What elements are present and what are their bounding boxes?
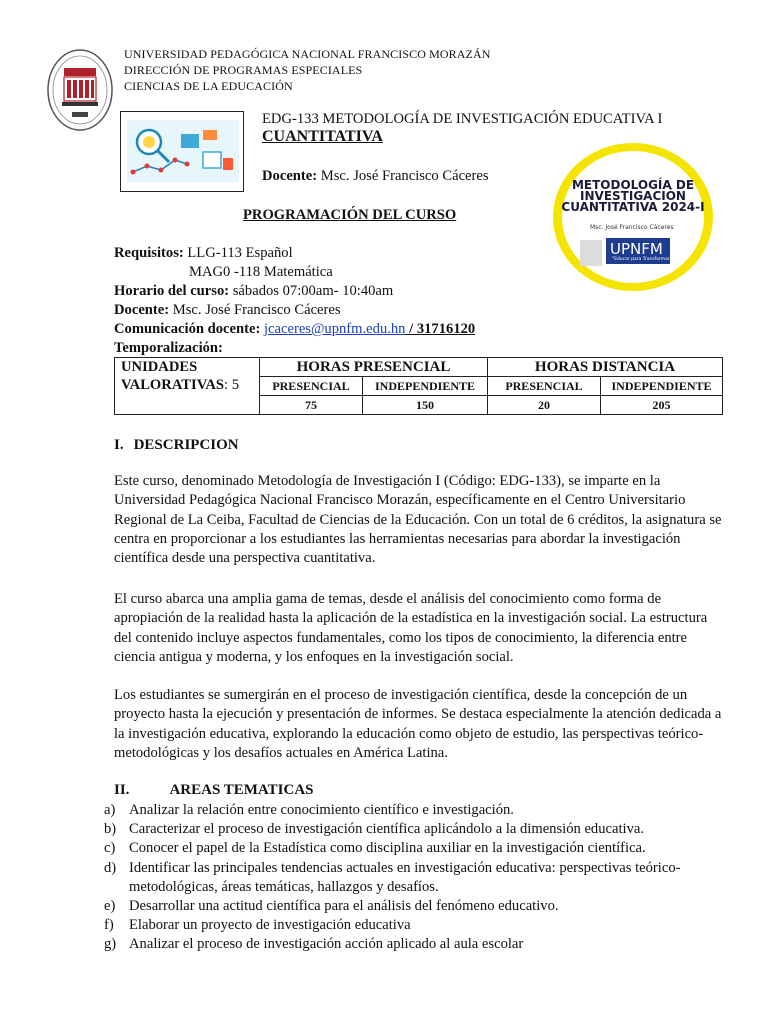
badge-line1: METODOLOGÍA DE bbox=[571, 178, 695, 192]
list-marker: f) bbox=[104, 917, 114, 934]
badge-teacher: Msc. José Francisco Cáceres bbox=[590, 224, 674, 231]
list-marker: b) bbox=[104, 821, 117, 838]
list-item bbox=[104, 935, 724, 954]
list-item bbox=[104, 820, 724, 839]
presencial-header: HORAS PRESENCIAL bbox=[260, 358, 488, 377]
units-value: : 5 bbox=[224, 377, 240, 393]
sub-header-2: INDEPENDIENTE bbox=[363, 377, 488, 396]
requisitos-label: Requisitos: bbox=[114, 245, 184, 261]
distancia-header: HORAS DISTANCIA bbox=[488, 358, 723, 377]
badge-line2: INVESTIGACIÓN bbox=[580, 189, 686, 203]
docente-line bbox=[114, 301, 341, 319]
units-cell bbox=[115, 358, 260, 415]
course-subtitle: CUANTITATIVA bbox=[262, 128, 383, 145]
horario bbox=[114, 282, 393, 300]
requisito-1: LLG-113 Español bbox=[183, 245, 293, 261]
docente-line-label: Docente: bbox=[114, 302, 170, 318]
description-paragraph-2: El curso abarca una amplia gama de temas, desde el análisis del conocimiento como forma de apropiación de la realidad hasta la aplicación de la estadística en la investigación social. La estructura del contenido incluye aspectos fundamentales, como los tipos de conocimiento, la diferencia entre ciencia antigua y moderna, y los enfoques en la investigación social. bbox=[114, 591, 708, 665]
list-item bbox=[104, 859, 724, 897]
course-code-title: EDG-133 METODOLOGÍA DE INVESTIGACIÓN EDUCATIVA I bbox=[262, 111, 663, 127]
horario-value: sábados 07:00am- 10:40am bbox=[229, 283, 394, 299]
list-item-text: Identificar las principales tendencias actuales en investigación educativa: perspectivas teórico-metodológicas, áreas temáticas, hallazgos y desafíos. bbox=[129, 859, 681, 895]
list-item-text: Elaborar un proyecto de investigación educativa bbox=[129, 917, 411, 934]
badge-line3: CUANTITATIVA 2024-I bbox=[561, 200, 705, 214]
sub-header-1: PRESENCIAL bbox=[260, 377, 363, 396]
description-paragraph-1: Este curso, denominado Metodología de Investigación I (Código: EDG-133), se imparte en la Universidad Pedagógica Nacional Francisco Morazán, específicamente en el Centro Universitario Regional de La Ceiba, Facultad de Ciencias de la Educación. Con un total de 6 créditos, la asignatura se centra en proporcionar a los estudiantes las herramientas necesarias para abordar la investigación científica desde una perspectiva cuantitativa. bbox=[114, 473, 722, 567]
units-label: UNIDADES bbox=[121, 359, 198, 375]
requisito-2: MAG0 -118 Matemática bbox=[189, 264, 333, 280]
section1-title: DESCRIPCION bbox=[133, 437, 239, 453]
course-docente bbox=[262, 167, 489, 185]
section2-title: AREAS TEMATICAS bbox=[169, 782, 314, 798]
docente-label: Docente: bbox=[262, 168, 318, 184]
hours-table bbox=[114, 357, 723, 415]
section1-heading bbox=[114, 436, 239, 454]
course-badge bbox=[550, 140, 716, 295]
horario-label: Horario del curso: bbox=[114, 283, 230, 299]
list-item-text: Desarrollar una actitud científica para el análisis del fenómeno educativo. bbox=[129, 898, 559, 915]
section2-number: II. bbox=[114, 782, 130, 798]
list-item bbox=[104, 839, 724, 858]
phone-number: / 31716120 bbox=[405, 321, 476, 337]
docente-name: Msc. José Francisco Cáceres bbox=[317, 168, 489, 184]
hours-value-2: 150 bbox=[363, 396, 488, 415]
list-item-text: Analizar el proceso de investigación acción aplicado al aula escolar bbox=[129, 936, 524, 953]
hours-value-3: 20 bbox=[488, 396, 601, 415]
units-label-2: VALORATIVAS bbox=[121, 377, 225, 393]
temporalizacion-label: Temporalización: bbox=[114, 340, 223, 356]
list-marker: a) bbox=[104, 802, 116, 818]
direction-name: DIRECCIÓN DE PROGRAMAS ESPECIALES bbox=[124, 63, 363, 77]
badge-slogan: "Educar para Transformar" bbox=[612, 257, 672, 262]
docente-line-value: Msc. José Francisco Cáceres bbox=[169, 302, 341, 318]
list-item bbox=[104, 916, 724, 935]
list-item-text: Analizar la relación entre conocimiento científico e investigación. bbox=[129, 802, 514, 818]
email-link[interactable]: jcaceres@upnfm.edu.hn bbox=[264, 321, 406, 337]
section1-number: I. bbox=[114, 437, 124, 453]
sub-header-4: INDEPENDIENTE bbox=[601, 377, 723, 396]
comunicacion bbox=[114, 320, 475, 338]
hours-value-1: 75 bbox=[260, 396, 363, 415]
sub-header-3: PRESENCIAL bbox=[488, 377, 601, 396]
comunicacion-label: Comunicación docente: bbox=[114, 321, 261, 337]
list-item bbox=[104, 801, 724, 820]
section2-heading bbox=[114, 781, 314, 799]
hours-value-4: 205 bbox=[601, 396, 723, 415]
list-marker: e) bbox=[104, 898, 116, 915]
list-item bbox=[104, 897, 724, 916]
description-paragraph-3: Los estudiantes se sumergirán en el proceso de investigación científica, desde la concepción de un proyecto hasta la ejecución y presentación de informes. Se destaca especialmente la atención dedicada a la investigación educativa, explorando la educación como objeto de estudio, las perspectivas teórico-metodológicas y los desafíos actuales en América Latina. bbox=[114, 687, 722, 761]
list-marker: g) bbox=[104, 936, 117, 953]
list-marker: d) bbox=[104, 859, 117, 876]
list-marker: c) bbox=[104, 840, 116, 857]
badge-logo: UPNFM bbox=[610, 240, 663, 258]
list-item-text: Conocer el papel de la Estadística como disciplina auxiliar en la investigación científica. bbox=[129, 840, 646, 857]
areas-list bbox=[104, 801, 724, 955]
list-item-text: Caracterizar el proceso de investigación científica aplicándolo a la dimensión educativa. bbox=[129, 821, 645, 838]
faculty-name: CIENCIAS DE LA EDUCACIÓN bbox=[124, 79, 293, 93]
requisitos bbox=[114, 244, 293, 262]
university-name: UNIVERSIDAD PEDAGÓGICA NACIONAL FRANCISCO MORAZÁN bbox=[124, 47, 491, 61]
university-seal bbox=[46, 48, 114, 132]
course-illustration bbox=[120, 111, 244, 192]
program-title: PROGRAMACIÓN DEL CURSO bbox=[243, 207, 457, 223]
